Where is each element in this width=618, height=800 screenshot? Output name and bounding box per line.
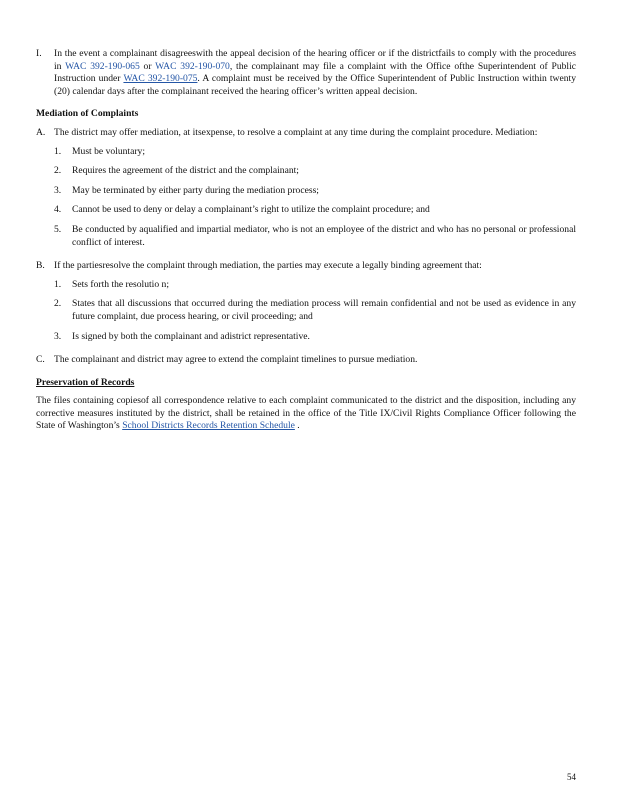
preservation-paragraph [36, 395, 576, 433]
text-run: The files containing copiesof all correspondence relative to each complaint communicated to the district and the disposition, including any corrective measures instituted by the district, shall be retained in the office of the Title IX/Civil Rights Compliance Officer following the State of Washington’s [36, 395, 576, 432]
page-number: 54 [567, 772, 576, 782]
list-item [54, 224, 576, 249]
list-text: Sets forth the resolutio n; [72, 278, 169, 290]
list-number: 1. [54, 278, 62, 290]
document-page [36, 48, 576, 433]
mediation-c [36, 354, 576, 367]
list-text: May be terminated by either party during the mediation process; [72, 184, 319, 196]
wac-065-link[interactable]: WAC 392-190-065 [65, 60, 140, 72]
mediation-b [36, 260, 576, 273]
list-number: 3. [54, 330, 62, 342]
text-run: or [139, 60, 156, 72]
wac-070-link[interactable]: WAC 392-190-070 [155, 60, 230, 72]
item-marker: I. [36, 48, 42, 59]
list-item [54, 185, 576, 198]
mediation-a [36, 127, 576, 140]
list-number: 3. [54, 184, 62, 196]
list-item [54, 165, 576, 178]
list-item [54, 279, 576, 292]
list-text: Be conducted by aqualified and impartial mediator, who is not an employee of the district and who has no personal or professional conflict of interest. [72, 223, 576, 248]
list-number: 2. [54, 165, 62, 177]
mediation-c-text: The complainant and district may agree to extend the complaint timelines to pursue mediation. [54, 354, 418, 366]
item-marker: A. [36, 126, 46, 138]
wac-075-link[interactable]: WAC 392-190-075 [123, 73, 198, 85]
list-item [54, 298, 576, 323]
agreement-list [54, 279, 576, 343]
list-text: States that all discussions that occurred during the mediation process will remain confidential and not be used as evidence in any future complaint, due process hearing, or civil proceeding; and [72, 298, 576, 322]
list-number: 2. [54, 298, 62, 310]
item-marker: C. [36, 354, 45, 366]
list-item [54, 146, 576, 159]
text-run: . A complaint must be received by the Office Superintendent of Public Instruction within twenty (20) calendar days after the complainant received the hearing officer’s written appeal decision. [54, 73, 577, 97]
list-number: 4. [54, 204, 62, 216]
list-text: Cannot be used to deny or delay a complainant’s right to utilize the complaint procedure; and [72, 204, 430, 216]
list-text: Must be voluntary; [72, 145, 146, 157]
mediation-list [54, 146, 576, 250]
text-run: In the event a complainant disagreeswith the appeal decision of the hearing officer or if the districtfails to comply with the procedures in [54, 48, 576, 72]
section-i [36, 48, 576, 98]
list-item [54, 204, 576, 217]
mediation-heading: Mediation of Complaints [36, 108, 139, 120]
mediation-a-text: The district may offer mediation, at itsexpense, to resolve a complaint at any time during the complaint procedure. Mediation: [54, 126, 538, 138]
list-number: 5. [54, 223, 62, 235]
text-run: . [294, 420, 300, 432]
text-run: , the complainant may file a complaint with the Office ofthe Superintendent of Public Instruction under [54, 60, 576, 85]
list-item [54, 331, 576, 344]
section-i-text [54, 48, 576, 98]
list-number: 1. [54, 145, 62, 157]
retention-schedule-link[interactable]: School Districts Records Retention Schedule [122, 420, 295, 432]
list-text: Requires the agreement of the district and the complainant; [72, 165, 299, 177]
item-marker: B. [36, 260, 45, 272]
list-text: Is signed by both the complainant and adistrict representative. [72, 330, 310, 342]
mediation-b-text: If the partiesresolve the complaint through mediation, the parties may execute a legally binding agreement that: [54, 260, 482, 272]
preservation-heading: Preservation of Records [36, 376, 135, 388]
